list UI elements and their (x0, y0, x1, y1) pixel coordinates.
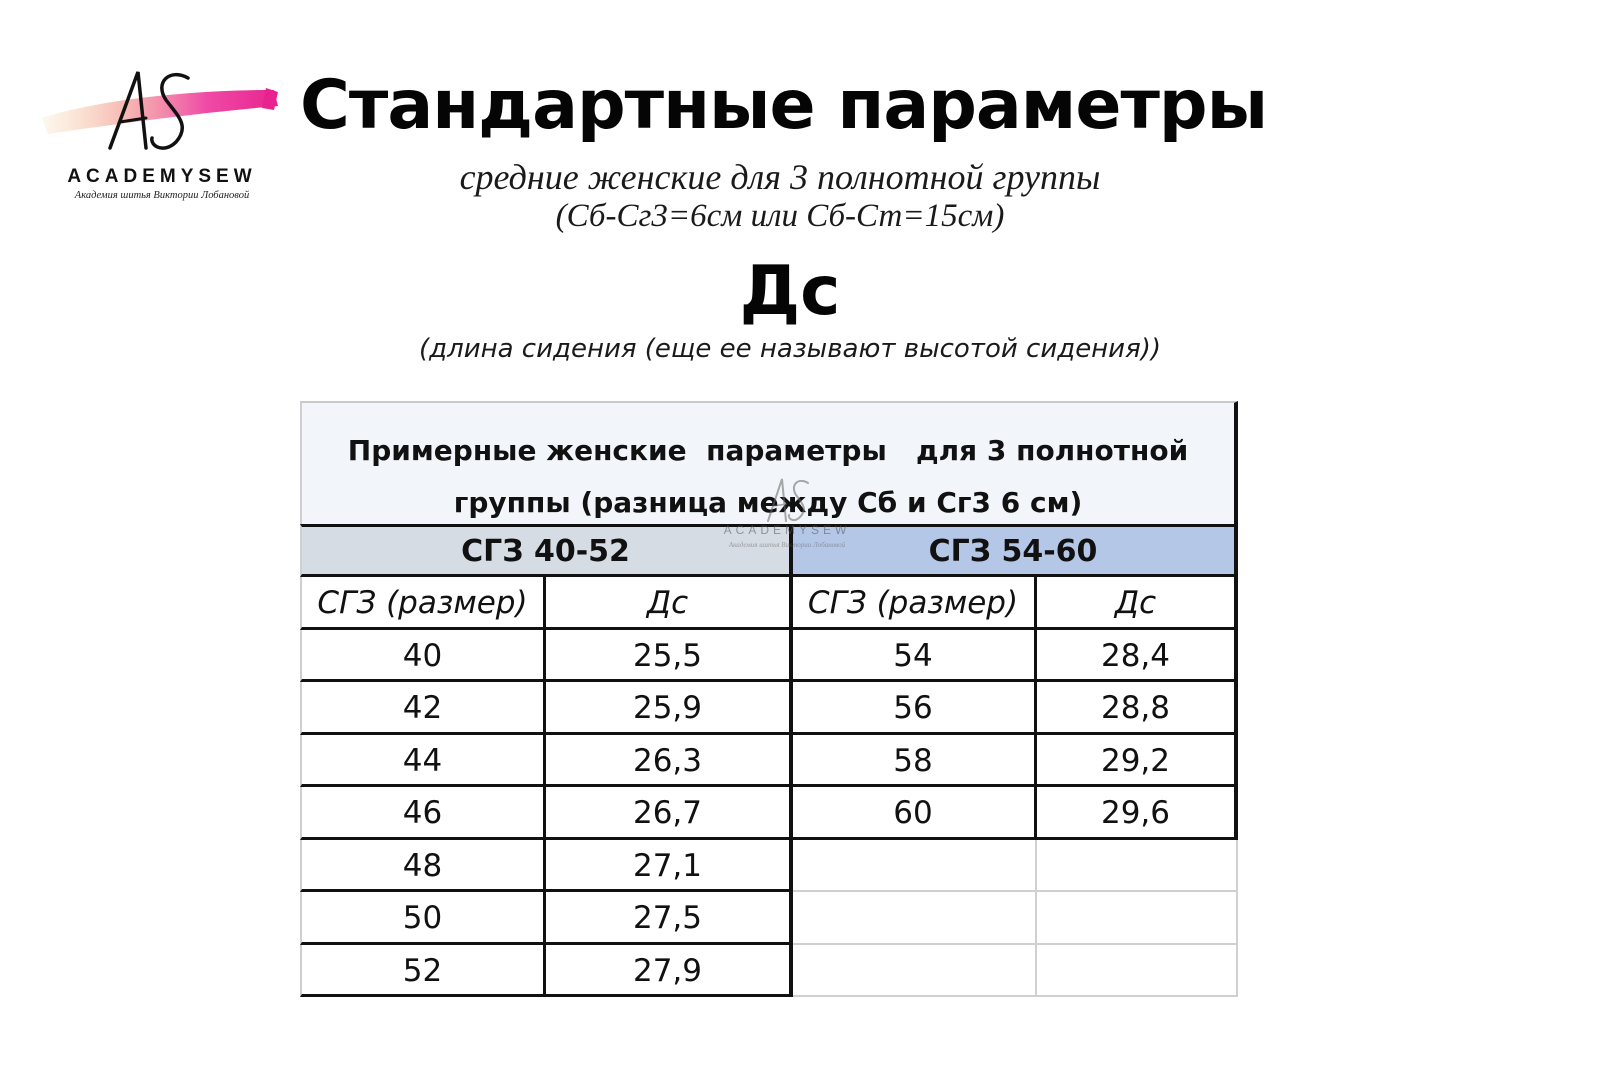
ds-value-cell: 25,9 (546, 682, 792, 735)
group-heading-2: СГЗ 54-60 (792, 524, 1238, 577)
empty-cell (792, 840, 1037, 893)
size-cell: 58 (792, 735, 1037, 788)
watermark-tagline: Академия шитья Виктории Лобановой (728, 541, 846, 549)
size-cell: 60 (792, 787, 1037, 840)
size-cell: 50 (300, 892, 546, 945)
ds-value-cell: 27,5 (546, 892, 792, 945)
measurements-table (300, 401, 1242, 1001)
ds-value-cell: 27,1 (546, 840, 792, 893)
table-title-line-2: группы (разница между Сб и Сг3 6 см) (453, 486, 1083, 519)
ds-value-cell: 29,2 (1037, 735, 1238, 788)
size-cell: 44 (300, 735, 546, 788)
section-description: (длина сидения (еще ее называют высотой сидения)) (418, 334, 1162, 364)
empty-cell (792, 892, 1037, 945)
size-cell: 40 (300, 630, 546, 683)
table-title-line-1: Примерные женские параметры для 3 полнотной (347, 434, 1189, 467)
ds-value-cell: 27,9 (546, 945, 792, 998)
size-cell: 56 (792, 682, 1037, 735)
empty-cell (1037, 945, 1238, 998)
logo-tagline: Академия шитья Виктории Лобановой (74, 190, 250, 201)
academysew-logo (38, 60, 288, 210)
column-header-size: СГЗ (размер) (300, 577, 546, 630)
ds-value-cell: 28,8 (1037, 682, 1238, 735)
page-title: Стандартные параметры (300, 66, 1268, 145)
size-cell: 42 (300, 682, 546, 735)
size-cell: 48 (300, 840, 546, 893)
column-header-ds: Дс (1037, 577, 1238, 630)
group-2-bottom-border (792, 837, 1238, 840)
ds-value-cell: 25,5 (546, 630, 792, 683)
empty-cell (1037, 840, 1238, 893)
column-header-ds: Дс (546, 577, 792, 630)
formula-note: (Сб-Сг3=6см или Сб-Ст=15см) (555, 198, 1005, 234)
logo-brand-name: ACADEMYSEW (67, 166, 257, 187)
table-title (300, 401, 1238, 524)
group-divider (790, 524, 793, 997)
empty-cell (1037, 892, 1238, 945)
watermark-brand: ACADEMYSEW (723, 523, 851, 537)
page-subtitle: средние женские для 3 полнотной группы (459, 157, 1101, 197)
ds-value-cell: 28,4 (1037, 630, 1238, 683)
ds-value-cell: 29,6 (1037, 787, 1238, 840)
ds-value-cell: 26,3 (546, 735, 792, 788)
size-cell: 52 (300, 945, 546, 998)
section-heading: Дс (739, 252, 841, 331)
group-heading-1: СГЗ 40-52 (300, 524, 792, 577)
logo-brush-monogram (38, 60, 288, 170)
column-header-size: СГЗ (размер) (792, 577, 1037, 630)
ds-value-cell: 26,7 (546, 787, 792, 840)
empty-cell (792, 945, 1037, 998)
size-cell: 54 (792, 630, 1037, 683)
size-cell: 46 (300, 787, 546, 840)
